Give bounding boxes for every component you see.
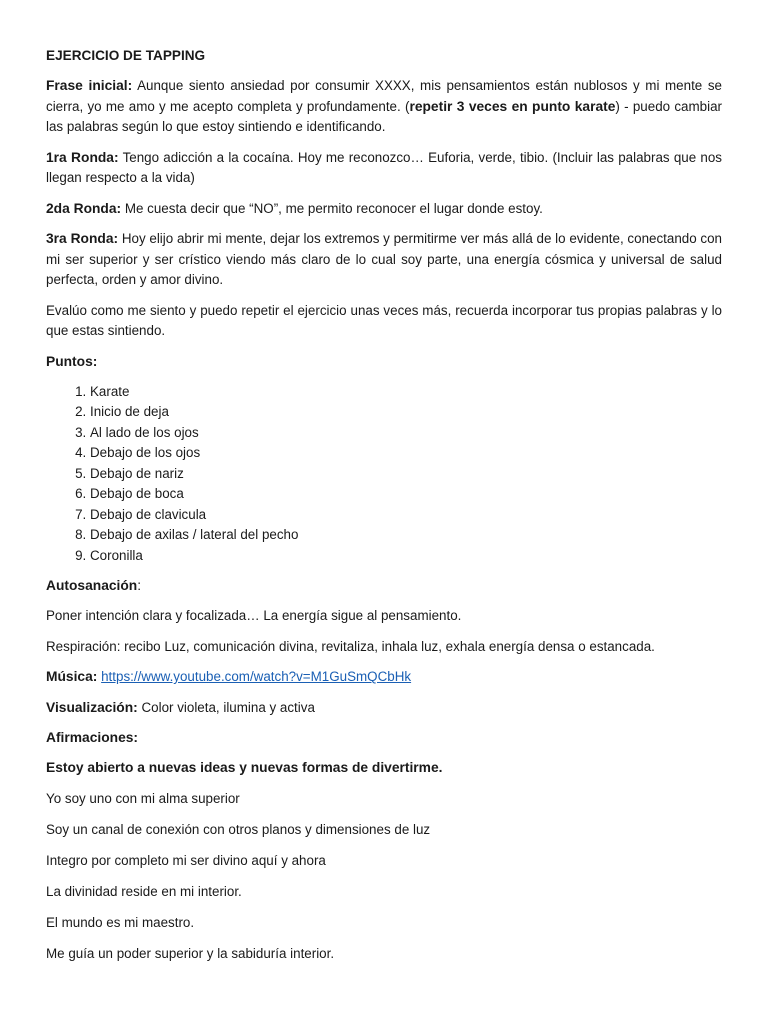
- afirmaciones-heading: Afirmaciones:: [46, 730, 139, 745]
- ronda1-label: 1ra Ronda:: [46, 149, 119, 165]
- list-item: 6. Debajo de boca: [90, 484, 722, 505]
- ronda2-text: Me cuesta decir que “NO”, me permito reconocer el lugar donde estoy.: [121, 200, 543, 216]
- list-item: 7. Debajo de clavicula: [90, 505, 722, 526]
- ronda2-label: 2da Ronda:: [46, 200, 122, 216]
- autosanacion-p2: Respiración: recibo Luz, comunicación divina, revitaliza, inhala luz, exhala energía densa o estancada.: [46, 638, 655, 654]
- list-item: 4. Debajo de los ojos: [90, 443, 722, 464]
- autosanacion-colon: :: [137, 578, 142, 593]
- frase-inicial-bold: repetir 3 veces en punto karate: [409, 98, 616, 114]
- list-item: 8. Debajo de axilas / lateral del pecho: [90, 525, 722, 546]
- frase-inicial-paragraph: [46, 76, 722, 138]
- frase-inicial-text: Aunque siento ansiedad por consumir XXXX, mis pensamientos están nublosos y mi mente se cierra, yo me amo y me acepto completa y profundamente. (: [46, 78, 722, 114]
- afirmacion-line: El mundo es mi maestro.: [46, 915, 195, 930]
- puntos-heading: Puntos:: [46, 353, 98, 369]
- ronda3-text: Hoy elijo abrir mi mente, dejar los extremos y permitirme ver más allá de lo evidente, conectando con mi ser superior y ser crístico viendo más claro de lo cual soy parte, una energía cósmica y universal de salud perfecta, orden y amor divino.: [46, 231, 722, 287]
- visualizacion-text: Color violeta, ilumina y activa: [137, 699, 315, 715]
- document-title: EJERCICIO DE TAPPING: [46, 48, 206, 63]
- autosanacion-p1: Poner intención clara y focalizada… La energía sigue al pensamiento.: [46, 608, 462, 623]
- afirmacion-bold-line: Estoy abierto a nuevas ideas y nuevas formas de divertirme.: [46, 760, 443, 775]
- autosanacion-heading: [46, 576, 722, 596]
- afirmacion-line: Me guía un poder superior y la sabiduría interior.: [46, 946, 335, 961]
- visualizacion-paragraph: [46, 698, 722, 719]
- frase-inicial-label: Frase inicial:: [46, 78, 133, 93]
- musica-paragraph: [46, 667, 722, 688]
- afirmacion-line: La divinidad reside en mi interior.: [46, 884, 242, 899]
- afirmacion-line: Integro por completo mi ser divino aquí y ahora: [46, 853, 326, 868]
- afirmacion-line: Yo soy uno con mi alma superior: [46, 791, 240, 806]
- autosanacion-label: Autosanación: [46, 578, 138, 593]
- musica-label: Música:: [46, 669, 98, 684]
- list-item: 5. Debajo de nariz: [90, 464, 722, 485]
- list-item: 1. Karate: [90, 382, 722, 403]
- list-item: 3. Al lado de los ojos: [90, 423, 722, 444]
- puntos-list: [46, 382, 722, 567]
- visualizacion-label: Visualización:: [46, 699, 138, 715]
- list-item: 2. Inicio de deja: [90, 402, 722, 423]
- ronda3-paragraph: [46, 229, 722, 291]
- frase-inicial-text-end: ) - puedo cambiar las palabras según lo que estoy sintiendo e identificando.: [46, 98, 722, 134]
- list-item: 9. Coronilla: [90, 546, 722, 567]
- evaluo-paragraph: Evalúo como me siento y puedo repetir el ejercicio unas veces más, recuerda incorporar tus propias palabras y lo que estas sintiendo.: [46, 302, 722, 338]
- ronda1-paragraph: [46, 148, 722, 189]
- ronda2-paragraph: [46, 199, 722, 220]
- ronda1-text: Tengo adicción a la cocaína. Hoy me reconozco… Euforia, verde, tibio. (Incluir las palabras que nos llegan respecto a la vida): [46, 149, 722, 185]
- musica-link[interactable]: https://www.youtube.com/watch?v=M1GuSmQCbHk: [101, 669, 412, 684]
- ronda3-label: 3ra Ronda:: [46, 231, 119, 246]
- afirmacion-line: Soy un canal de conexión con otros planos y dimensiones de luz: [46, 822, 431, 837]
